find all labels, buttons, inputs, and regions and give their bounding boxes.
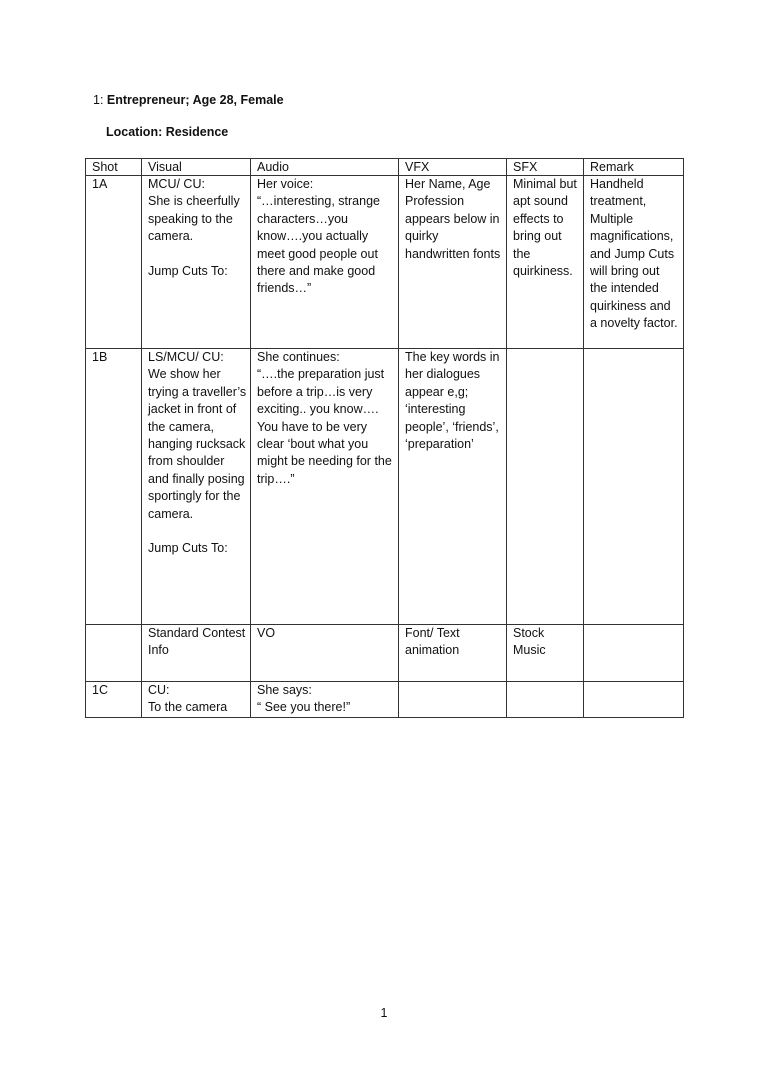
cell-remark (584, 625, 684, 682)
shot-list-table (85, 158, 684, 718)
section-number: 1: (93, 93, 107, 107)
column-header-vfx: VFX (399, 159, 507, 176)
table-row (86, 176, 684, 349)
cell-remark (584, 682, 684, 718)
cell-shot: 1A (86, 176, 142, 349)
cell-vfx: Font/ Text animation (399, 625, 507, 682)
cell-sfx (507, 349, 584, 625)
column-header-sfx: SFX (507, 159, 584, 176)
column-header-visual: Visual (142, 159, 251, 176)
cell-sfx: Stock Music (507, 625, 584, 682)
cell-audio: Her voice: “…interesting, strange characters…you know….you actually meet good people out there and make good friends…” (251, 176, 399, 349)
cell-vfx: The key words in her dialogues appear e,g; ‘interesting people’, ‘friends’, ‘preparation’ (399, 349, 507, 625)
cell-vfx: Her Name, Age Profession appears below in quirky handwritten fonts (399, 176, 507, 349)
section-heading (93, 93, 284, 107)
cell-shot: 1C (86, 682, 142, 718)
page-number: 1 (380, 1006, 388, 1020)
table-row (86, 349, 684, 625)
table-row (86, 682, 684, 718)
cell-visual: MCU/ CU: She is cheerfully speaking to the camera. Jump Cuts To: (142, 176, 251, 349)
cell-vfx (399, 682, 507, 718)
location-label: Location: Residence (106, 125, 229, 139)
cell-shot: 1B (86, 349, 142, 625)
table-header-row (86, 159, 684, 176)
section-title: Entrepreneur; Age 28, Female (106, 93, 284, 107)
column-header-remark: Remark (584, 159, 684, 176)
cell-shot (86, 625, 142, 682)
cell-audio: VO (251, 625, 399, 682)
cell-visual: CU: To the camera (142, 682, 251, 718)
cell-audio: She continues: “….the preparation just before a trip…is very exciting.. you know…. You have to be very clear ‘bout what you might be needing for the trip….” (251, 349, 399, 625)
cell-visual: LS/MCU/ CU: We show her trying a traveller’s jacket in front of the camera, hanging rucksack from shoulder and finally posing sportingly for the camera. Jump Cuts To: (142, 349, 251, 625)
column-header-shot: Shot (86, 159, 142, 176)
cell-sfx (507, 682, 584, 718)
column-header-audio: Audio (251, 159, 399, 176)
cell-visual: Standard Contest Info (142, 625, 251, 682)
cell-sfx: Minimal but apt sound effects to bring out the quirkiness. (507, 176, 584, 349)
cell-remark (584, 349, 684, 625)
cell-remark: Handheld treatment, Multiple magnifications, and Jump Cuts will bring out the intended quirkiness and a novelty factor. (584, 176, 684, 349)
cell-audio: She says: “ See you there!” (251, 682, 399, 718)
table-row (86, 625, 684, 682)
